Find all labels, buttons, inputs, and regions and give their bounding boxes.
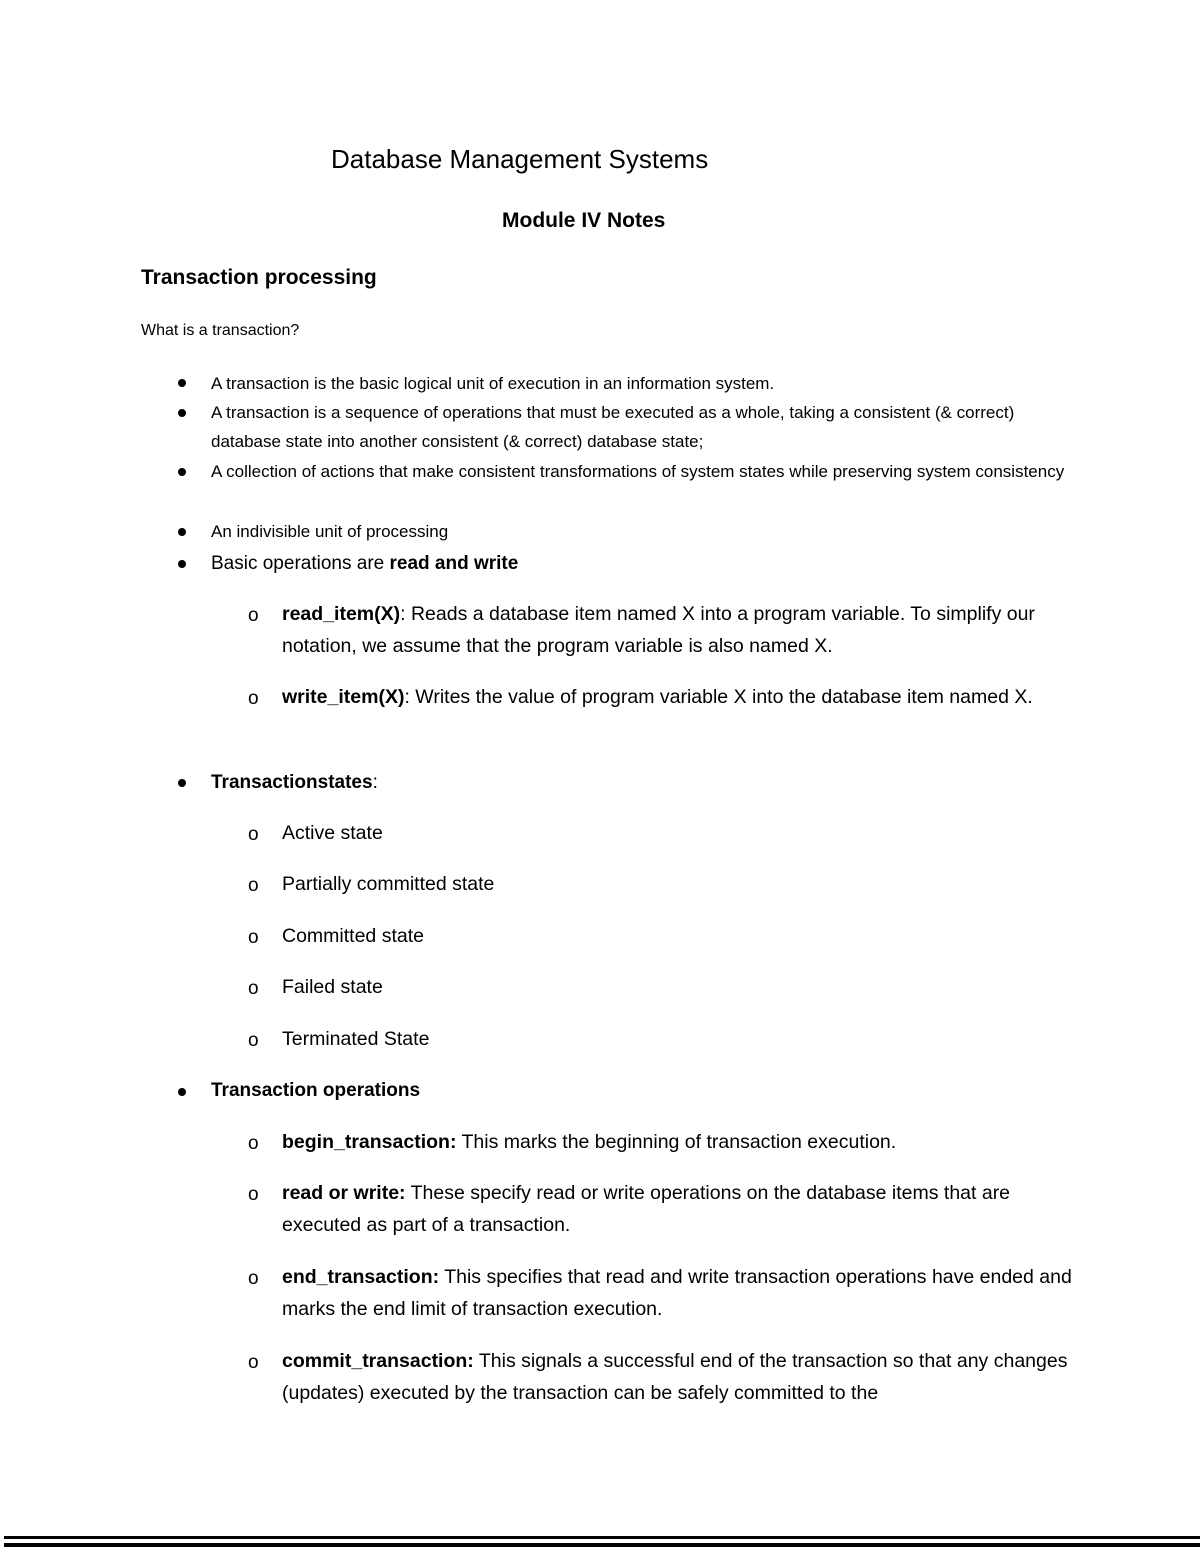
basic-ops-prefix: Basic operations are	[211, 553, 390, 574]
sub-bullet-icon: o	[248, 875, 259, 896]
bullet-icon	[178, 468, 186, 476]
sub-list-item	[282, 1345, 1072, 1409]
document-title: Database Management Systems	[331, 144, 709, 174]
sub-bullet-icon: o	[248, 1030, 259, 1051]
sub-list-item: Terminated State	[282, 1028, 430, 1050]
description: This signals a successful end of the transaction so that any changes (updates) executed by the transaction can be safely committed to the	[282, 1350, 1068, 1404]
sub-list-item: Committed state	[282, 925, 424, 947]
bullet-icon	[178, 379, 186, 387]
description: This marks the beginning of transaction execution.	[456, 1131, 897, 1153]
sub-list-item	[282, 681, 1072, 713]
description: This specifies that read and write transaction operations have ended and marks the end limit of transaction execution.	[282, 1266, 1072, 1320]
list-item-transaction-operations	[211, 1076, 1071, 1106]
sub-bullet-icon: o	[248, 1352, 259, 1373]
states-label: Transactionstates	[211, 772, 373, 793]
list-item: An indivisible unit of processing	[211, 522, 449, 541]
sub-bullet-icon: o	[248, 927, 259, 948]
list-item: A transaction is the basic logical unit of execution in an information system.	[211, 374, 775, 393]
sub-bullet-icon: o	[248, 1184, 259, 1205]
term: read_item(X)	[282, 603, 401, 625]
sub-bullet-icon: o	[248, 688, 259, 709]
operations-label: Transaction operations	[211, 1080, 421, 1101]
bullet-icon	[178, 560, 186, 568]
question-text: What is a transaction?	[141, 322, 300, 339]
list-item: A transaction is a sequence of operations that must be executed as a whole, taking a consistent (& correct) database state into another consistent (& correct) database state;	[211, 403, 1015, 451]
term: begin_transaction:	[282, 1131, 457, 1153]
section-heading: Transaction processing	[141, 266, 377, 289]
footer-rule	[4, 1543, 1200, 1547]
term: end_transaction:	[282, 1266, 440, 1288]
sub-list-item	[282, 1126, 1072, 1158]
sub-bullet-icon: o	[248, 978, 259, 999]
sub-bullet-icon: o	[248, 824, 259, 845]
description: : Reads a database item named X into a program variable. To simplify our notation, we assume that the program variable is also named X.	[282, 603, 1035, 657]
sub-list-item: Partially committed state	[282, 873, 495, 895]
list-item: A collection of actions that make consistent transformations of system states while preserving system consistency	[211, 462, 1065, 481]
sub-list-item: Failed state	[282, 976, 383, 998]
term: commit_transaction:	[282, 1350, 474, 1372]
bullet-icon	[178, 528, 186, 536]
sub-list-item: Active state	[282, 822, 383, 844]
footer-rule	[4, 1536, 1200, 1539]
description: : Writes the value of program variable X into the database item named X.	[404, 686, 1033, 708]
sub-list-item	[282, 1261, 1072, 1325]
sub-bullet-icon: o	[248, 605, 259, 626]
term: read or write:	[282, 1182, 406, 1204]
sub-list-item	[282, 1177, 1072, 1241]
bullet-icon	[178, 1088, 186, 1096]
bullet-icon	[178, 409, 186, 417]
bullet-icon	[178, 779, 186, 787]
term: write_item(X)	[282, 686, 405, 708]
list-item-basic-operations	[211, 549, 1071, 579]
list-item-transaction-states	[211, 768, 1071, 798]
document-subtitle: Module IV Notes	[502, 209, 666, 232]
basic-ops-bold: read and write	[389, 553, 519, 574]
description: These specify read or write operations on the database items that are executed as part of a transaction.	[282, 1182, 1011, 1236]
sub-bullet-icon: o	[248, 1268, 259, 1289]
sub-list-item	[282, 598, 1072, 662]
states-suffix: :	[372, 772, 378, 793]
sub-bullet-icon: o	[248, 1133, 259, 1154]
